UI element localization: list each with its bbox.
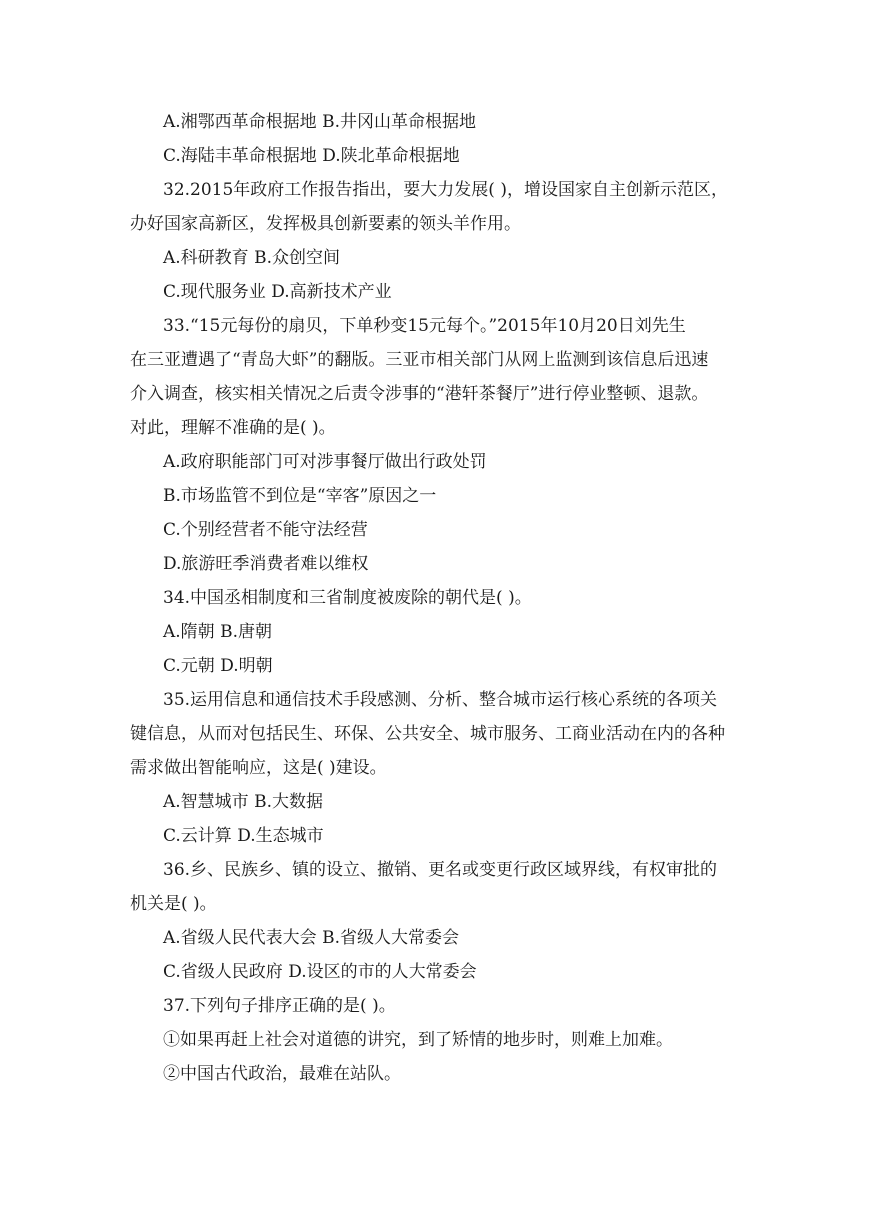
question-stem: 36.乡、民族乡、镇的设立、撤销、更名或变更行政区域界线，有权审批的	[163, 860, 718, 880]
text-line: 需求做出智能响应，这是( )建设。	[130, 758, 387, 778]
text-line: C.省级人民政府 D.设区的市的人大常委会	[163, 962, 477, 982]
text-line: A.隋朝 B.唐朝	[163, 622, 272, 642]
question-stem: 33.“15元每份的扇贝，下单秒变15元每个。”2015年10月20日刘先生	[163, 316, 686, 336]
text-line: 机关是( )。	[130, 894, 217, 914]
text-line: ①如果再赶上社会对道德的讲究，到了矫情的地步时，则难上加难。	[163, 1030, 673, 1050]
text-line: C.现代服务业 D.高新技术产业	[163, 282, 392, 302]
text-line: A.湘鄂西革命根据地 B.井冈山革命根据地	[163, 112, 476, 132]
text-line: D.旅游旺季消费者难以维权	[163, 554, 369, 574]
text-line: A.智慧城市 B.大数据	[163, 792, 323, 812]
text-line: ②中国古代政治，最难在站队。	[163, 1064, 401, 1084]
question-stem: 37.下列句子排序正确的是( )。	[163, 996, 396, 1016]
text-line: C.海陆丰革命根据地 D.陕北革命根据地	[163, 146, 460, 166]
text-line: 办好国家高新区，发挥极具创新要素的领头羊作用。	[130, 214, 521, 234]
text-line: 介入调查，核实相关情况之后责令涉事的“港轩茶餐厅”进行停业整顿、退款。	[130, 384, 709, 404]
text-line: 在三亚遭遇了“青岛大虾”的翻版。三亚市相关部门从网上监测到该信息后迅速	[130, 350, 709, 370]
text-line: C.云计算 D.生态城市	[163, 826, 324, 846]
text-line: A.政府职能部门可对涉事餐厅做出行政处罚	[163, 452, 487, 472]
question-stem: 35.运用信息和通信技术手段感测、分析、整合城市运行核心系统的各项关	[163, 690, 718, 710]
question-stem: 34.中国丞相制度和三省制度被废除的朝代是( )。	[163, 588, 532, 608]
text-line: C.元朝 D.明朝	[163, 656, 273, 676]
question-stem: 32.2015年政府工作报告指出，要大力发展( )，增设国家自主创新示范区，	[163, 180, 728, 200]
text-line: C.个别经营者不能守法经营	[163, 520, 368, 540]
text-line: A.科研教育 B.众创空间	[163, 248, 340, 268]
text-line: 对此，理解不准确的是( )。	[130, 418, 336, 438]
text-line: B.市场监管不到位是“宰客”原因之一	[163, 486, 437, 506]
text-line: A.省级人民代表大会 B.省级人大常委会	[163, 928, 459, 948]
text-line: 键信息，从而对包括民生、环保、公共安全、城市服务、工商业活动在内的各种	[130, 724, 725, 744]
